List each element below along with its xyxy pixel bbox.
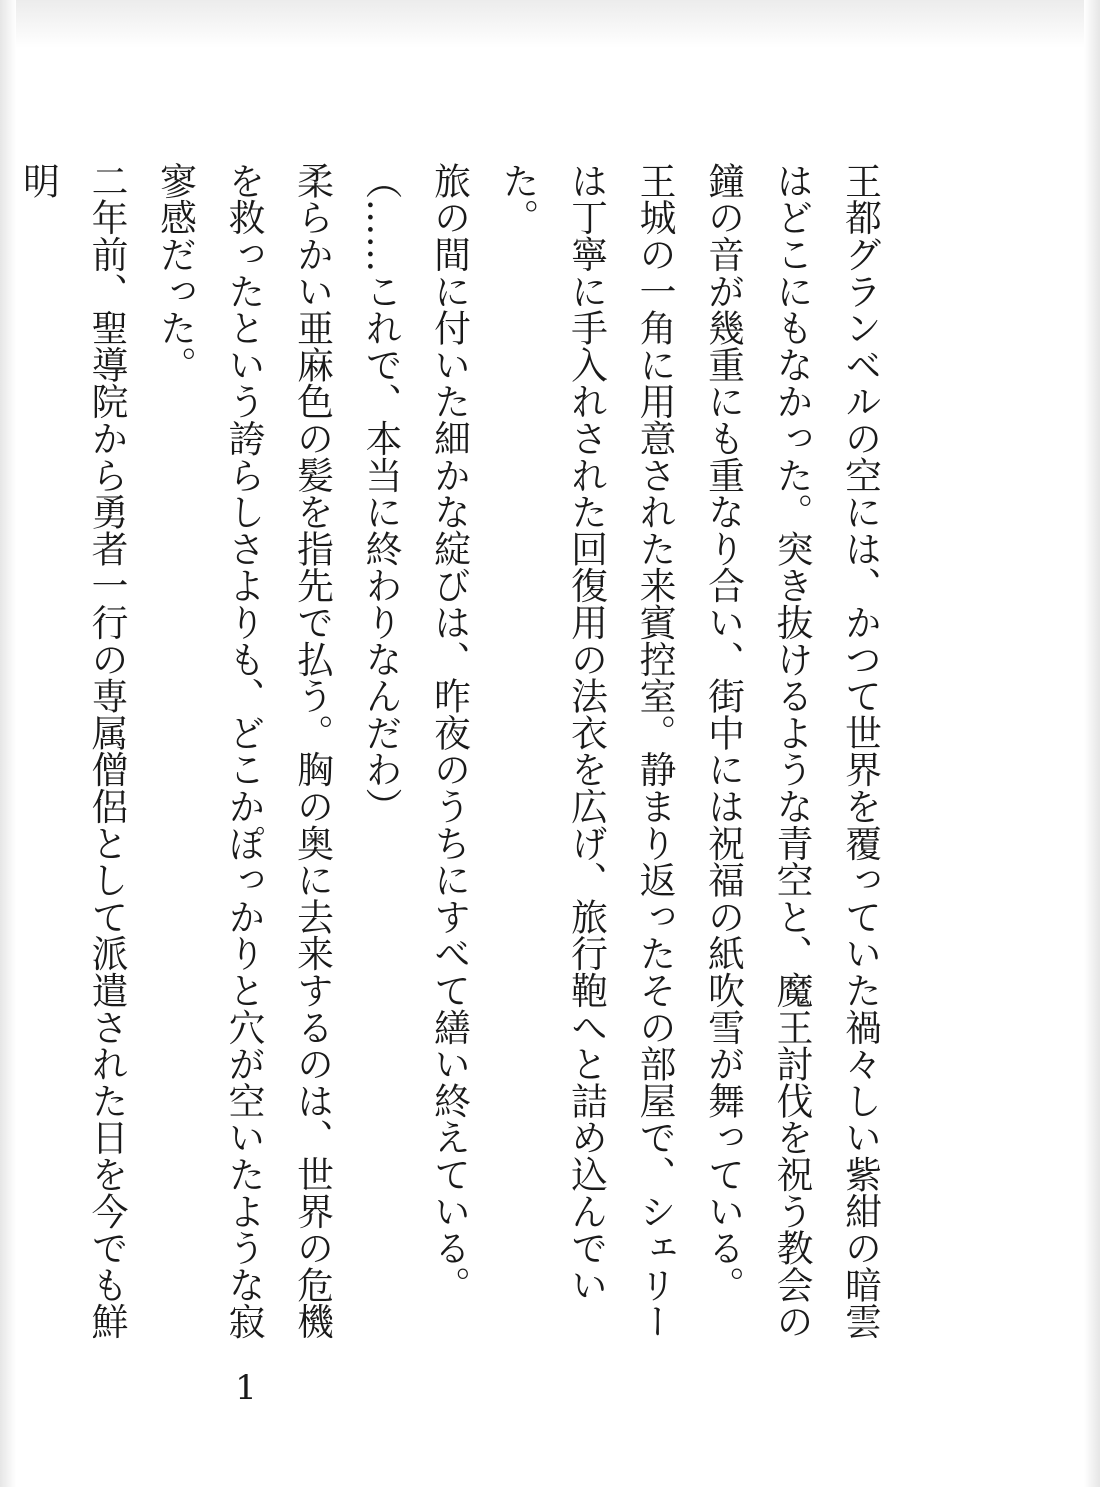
page-number: 1 xyxy=(235,1368,257,1408)
paragraph-6: 二年前、聖導院から勇者一行の専属僧侶として派遣された日を今でも鮮明 xyxy=(17,162,129,1340)
paragraph-2: 王城の一角に用意された来賓控室。静まり返ったその部屋で、シェリーは丁寧に手入れされた回復用の法衣を広げ、旅行鞄へと詰め込んでいた。 xyxy=(496,162,677,1340)
paragraph-4: （……これで、本当に終わりなんだわ） xyxy=(359,162,403,825)
paragraph-1: 王都グランベルの空には、かつて世界を覆っていた禍々しい紫紺の暗雲はどこにもなかった。突き抜けるような青空と、魔王討伐を祝う教会の鐘の音が幾重にも重なり合い、街中には祝福の紙吹雪が舞っている。 xyxy=(702,162,882,1340)
top-edge-shadow xyxy=(0,0,1100,48)
paragraph-5: 柔らかい亜麻色の髪を指先で払う。胸の奥に去来するのは、世界の危機を救ったという誇らしさよりも、どこかぽっかりと穴が空いたような寂寥感だった。 xyxy=(154,162,334,1340)
paragraph-3: 旅の間に付いた細かな綻びは、昨夜のうちにすべて繕い終えている。 xyxy=(428,162,471,1303)
right-edge-shadow xyxy=(1084,0,1100,1487)
reader-page-text xyxy=(4,162,895,1362)
